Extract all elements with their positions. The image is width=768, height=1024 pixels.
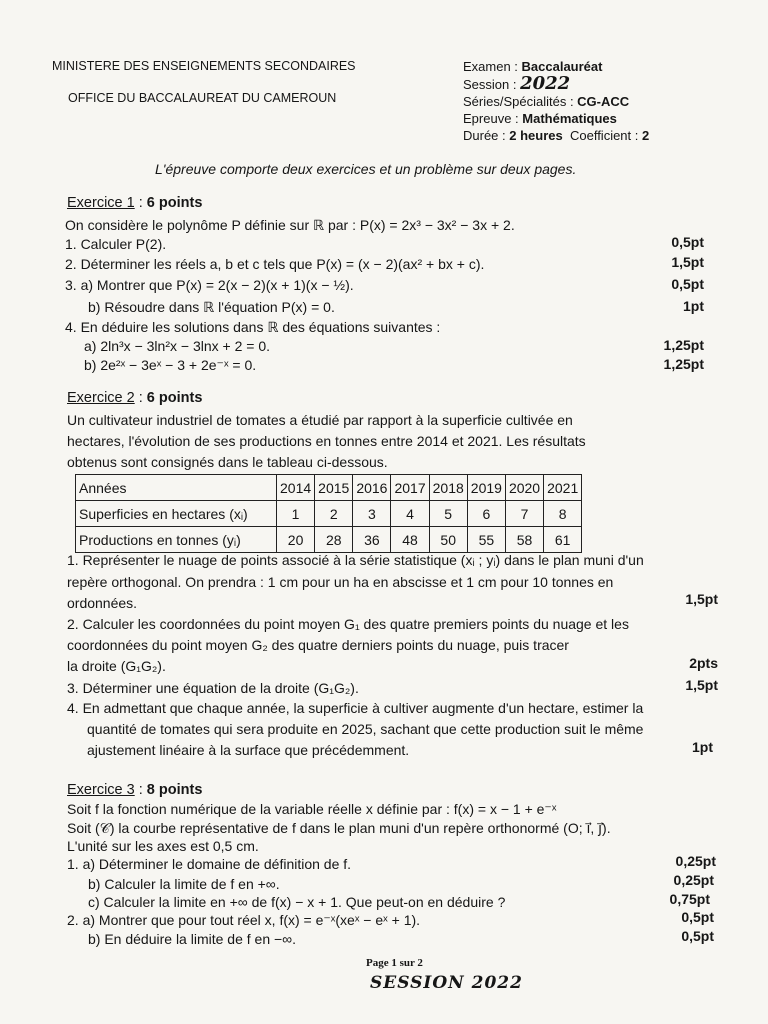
table-header-area: Superficies en hectares (xᵢ) [76, 501, 277, 527]
exercise-2-question-2-line-1: 2. Calculer les coordonnées du point moyen G₁ des quatre premiers points du nuage et les [67, 616, 629, 632]
subject-value: Mathématiques [522, 111, 617, 126]
points-ex3-q1b: 0,25pt [673, 872, 714, 888]
table-cell: 6 [467, 501, 505, 527]
table-cell: 1 [277, 501, 315, 527]
table-row-production [76, 527, 582, 553]
coefficient-value: 2 [642, 128, 650, 143]
exercise-3-question-1a: 1. a) Déterminer le domaine de définition de f. [67, 856, 352, 872]
exercise-3-statement-line-2: Soit (𝒞) la courbe représentative de f dans le plan muni d'un repère orthonormé (O; i⃗, j⃗). [67, 820, 611, 836]
table-row-area [76, 501, 582, 527]
exercise-3-title: Exercice 3 : 8 points [67, 782, 203, 798]
table-cell: 2 [315, 501, 353, 527]
table-cell: 7 [505, 501, 543, 527]
session-line: Session : 2022 [463, 73, 571, 94]
subject-line: Epreuve : Mathématiques [463, 111, 617, 126]
exercise-2-question-2-line-3: la droite (G₁G₂). [67, 658, 166, 674]
exercise-2-question-4-line-3: ajustement linéaire à la surface que précédemment. [87, 742, 410, 758]
points-ex3-q1c: 0,75pt [669, 891, 710, 907]
points-ex1-q3a: 0,5pt [671, 276, 704, 292]
session-value-handwritten: 2022 [520, 73, 571, 94]
table-cell: 8 [544, 501, 582, 527]
exercise-2-question-2-line-2: coordonnées du point moyen G₂ des quatre derniers points du nuage, puis tracer [67, 637, 569, 653]
duration-line: Durée : 2 heures Coefficient : 2 [463, 128, 650, 143]
exam-line: Examen : Baccalauréat [463, 59, 603, 74]
exercise-1-statement: On considère le polynôme P définie sur ℝ par : P(x) = 2x³ − 3x² − 3x + 2. [65, 217, 515, 233]
table-cell: 2016 [353, 475, 391, 501]
exercise-2-title: Exercice 2 : 6 points [67, 390, 203, 406]
points-ex2-q2: 2pts [689, 655, 718, 671]
series-line: Séries/Spécialités : CG-ACC [463, 94, 630, 109]
session-handwritten-footer: SESSION 2022 [370, 973, 523, 993]
points-ex2-q3: 1,5pt [685, 677, 718, 693]
table-cell: 2021 [544, 475, 582, 501]
exercise-2-question-4-line-2: quantité de tomates qui sera produite en 2025, sachant que cette production suit le même [87, 721, 644, 737]
ministry-name: MINISTERE DES ENSEIGNEMENTS SECONDAIRES [52, 59, 356, 73]
exercise-2-question-1-line-1: 1. Représenter le nuage de points associé à la série statistique (xᵢ ; yᵢ) dans le plan muni d'un [67, 552, 644, 568]
exercise-1-question-4a: a) 2ln³x − 3ln²x − 3lnx + 2 = 0. [84, 338, 270, 354]
table-cell: 4 [391, 501, 429, 527]
exercise-1-question-4: 4. En déduire les solutions dans ℝ des équations suivantes : [65, 319, 441, 335]
table-cell: 2017 [391, 475, 429, 501]
points-ex3-q2a: 0,5pt [681, 909, 714, 925]
exercise-2-question-1-line-3: ordonnées. [67, 595, 138, 611]
points-ex3-q2b: 0,5pt [681, 928, 714, 944]
exercise-3-question-2b: b) En déduire la limite de f en −∞. [88, 931, 297, 947]
table-cell: 2015 [315, 475, 353, 501]
exam-value: Baccalauréat [521, 59, 603, 74]
statistics-table [75, 474, 582, 553]
table-cell: 20 [277, 527, 315, 553]
exercise-1-question-2: 2. Déterminer les réels a, b et c tels que P(x) = (x − 2)(ax² + bx + c). [65, 256, 485, 272]
table-cell: 58 [505, 527, 543, 553]
points-ex1-q4a: 1,25pt [663, 337, 704, 353]
table-cell: 2019 [467, 475, 505, 501]
exercise-1-title: Exercice 1 : 6 points [67, 195, 203, 211]
series-value: CG-ACC [577, 94, 630, 109]
table-cell: 3 [353, 501, 391, 527]
exercise-3-question-1c: c) Calculer la limite en +∞ de f(x) − x + 1. Que peut-on en déduire ? [88, 894, 506, 910]
points-ex1-q1: 0,5pt [671, 234, 704, 250]
exam-info-block [463, 58, 649, 144]
table-row-years [76, 475, 582, 501]
exercise-2-statement-line-3: obtenus sont consignés dans le tableau ci-dessous. [67, 454, 388, 470]
office-name: OFFICE DU BACCALAUREAT DU CAMEROUN [68, 91, 337, 105]
table-header-production: Productions en tonnes (yᵢ) [76, 527, 277, 553]
exercise-2-question-4-line-1: 4. En admettant que chaque année, la superficie à cultiver augmente d'un hectare, estimer la [67, 700, 644, 716]
points-ex3-q1a: 0,25pt [675, 853, 716, 869]
duration-value: 2 heures [509, 128, 563, 143]
table-cell: 2014 [277, 475, 315, 501]
table-cell: 50 [429, 527, 467, 553]
exercise-2-statement-line-2: hectares, l'évolution de ses productions en tonnes entre 2014 et 2021. Les résultats [67, 433, 586, 449]
table-cell: 48 [391, 527, 429, 553]
table-cell: 2018 [429, 475, 467, 501]
table-header-years: Années [76, 475, 277, 501]
table-cell: 55 [467, 527, 505, 553]
exercise-1-question-3b: b) Résoudre dans ℝ l'équation P(x) = 0. [88, 299, 335, 315]
exam-intro: L'épreuve comporte deux exercices et un problème sur deux pages. [155, 161, 577, 177]
exercise-3-statement-line-1: Soit f la fonction numérique de la variable réelle x définie par : f(x) = x − 1 + e⁻ˣ [67, 801, 557, 817]
table-cell: 36 [353, 527, 391, 553]
exercise-1-question-4b: b) 2e²ˣ − 3eˣ − 3 + 2e⁻ˣ = 0. [84, 357, 257, 373]
points-ex1-q3b: 1pt [683, 298, 704, 314]
exercise-1-question-1: 1. Calculer P(2). [65, 236, 167, 252]
exercise-3-statement-line-3: L'unité sur les axes est 0,5 cm. [67, 838, 259, 854]
page-number: Page 1 sur 2 [366, 957, 423, 969]
points-ex2-q4: 1pt [692, 739, 713, 755]
exercise-2-statement-line-1: Un cultivateur industriel de tomates a étudié par rapport à la superficie cultivée en [67, 412, 573, 428]
table-cell: 28 [315, 527, 353, 553]
exercise-3-question-1b: b) Calculer la limite de f en +∞. [88, 876, 280, 892]
exercise-1-question-3a: 3. a) Montrer que P(x) = 2(x − 2)(x + 1)(x − ½). [65, 277, 354, 293]
exercise-3-question-2a: 2. a) Montrer que pour tout réel x, f(x) = e⁻ˣ(xeˣ − eˣ + 1). [67, 912, 421, 928]
points-ex1-q4b: 1,25pt [663, 356, 704, 372]
points-ex1-q2: 1,5pt [671, 254, 704, 270]
table-cell: 61 [544, 527, 582, 553]
exercise-2-question-1-line-2: repère orthogonal. On prendra : 1 cm pour un ha en abscisse et 1 cm pour 10 tonnes en [67, 574, 614, 590]
table-cell: 5 [429, 501, 467, 527]
points-ex2-q1: 1,5pt [685, 591, 718, 607]
table-cell: 2020 [505, 475, 543, 501]
exercise-2-question-3: 3. Déterminer une équation de la droite (G₁G₂). [67, 680, 359, 696]
